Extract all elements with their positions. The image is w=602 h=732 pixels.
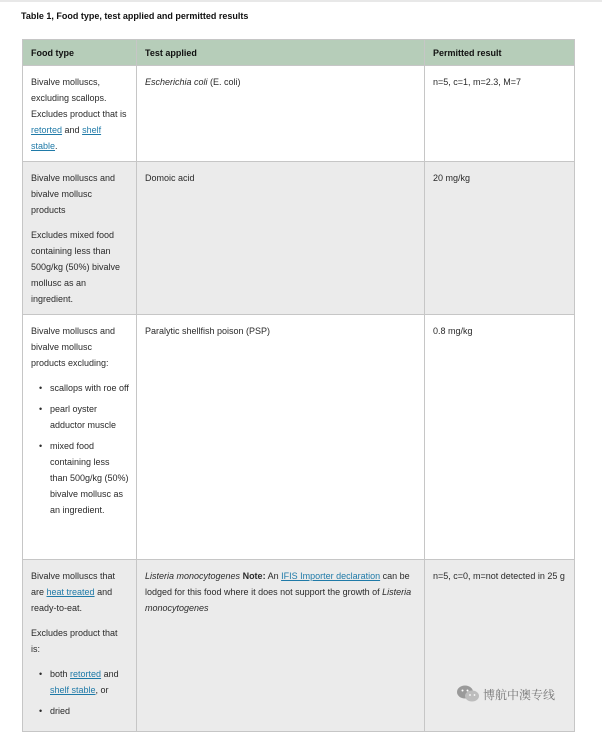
table-row — [23, 162, 575, 315]
watermark-text: 博航中澳专线 — [483, 687, 556, 702]
food-type-cell: Bivalve molluscs, excluding scallops. Excludes product that is retorted and shelf stable. — [23, 66, 137, 162]
list-item: • both retorted and shelf stable, or — [39, 666, 129, 698]
heat-treated-link[interactable]: heat treated — [46, 587, 95, 597]
table-row — [23, 66, 575, 162]
exclusion-list — [31, 380, 129, 518]
exclusion-list — [31, 666, 129, 719]
food-type-cell: Bivalve molluscs that are heat treated and ready-to-eat. Excludes product that is: • both retorted and shelf stable, or • dried — [23, 560, 137, 732]
test-applied-cell: Domoic acid — [137, 162, 425, 315]
list-item: • pearl oyster adductor muscle — [39, 401, 129, 433]
shelf-stable-link[interactable]: shelf stable — [31, 125, 102, 151]
table-caption: Table 1, Food type, test applied and permitted results — [21, 11, 249, 21]
permitted-result-cell: 20 mg/kg — [425, 162, 575, 315]
top-divider — [0, 0, 602, 2]
table-header-row — [23, 40, 575, 66]
list-item: • dried — [39, 703, 129, 719]
retorted-link[interactable]: retorted — [31, 125, 63, 135]
table-row — [23, 315, 575, 560]
header-test-applied: Test applied — [137, 40, 425, 66]
list-item: • mixed food containing less than 500g/kg (50%) bivalve mollusc as an ingredient. — [39, 438, 129, 518]
header-food-type: Food type — [23, 40, 137, 66]
food-test-table — [22, 39, 575, 732]
test-applied-cell: Listeria monocytogenes Note: An IFIS Importer declaration can be lodged for this food where it does not support the growth of Listeria monocytogenes — [137, 560, 425, 732]
wechat-icon — [456, 684, 480, 704]
food-type-cell: Bivalve molluscs and bivalve mollusc products Excludes mixed food containing less than 500g/kg (50%) bivalve mollusc as an ingredient. — [23, 162, 137, 315]
retorted-link[interactable]: retorted — [70, 669, 102, 679]
permitted-result-cell: n=5, c=0, m=not detected in 25 g — [425, 560, 575, 732]
header-permitted-result: Permitted result — [425, 40, 575, 66]
food-type-cell: Bivalve molluscs and bivalve mollusc products excluding: • scallops with roe off • pearl oyster adductor muscle • mixed food containing less than 500g/kg (50%) bivalve mollusc as an ingredient. — [23, 315, 137, 560]
test-applied-cell: Paralytic shellfish poison (PSP) — [137, 315, 425, 560]
watermark — [456, 682, 555, 706]
permitted-result-cell: 0.8 mg/kg — [425, 315, 575, 560]
shelf-stable-link[interactable]: shelf stable — [50, 685, 96, 695]
list-item: • scallops with roe off — [39, 380, 129, 396]
test-applied-cell: Escherichia coli (E. coli) — [137, 66, 425, 162]
permitted-result-cell: n=5, c=1, m=2.3, M=7 — [425, 66, 575, 162]
ifis-importer-declaration-link[interactable]: IFIS Importer declaration — [281, 571, 381, 581]
